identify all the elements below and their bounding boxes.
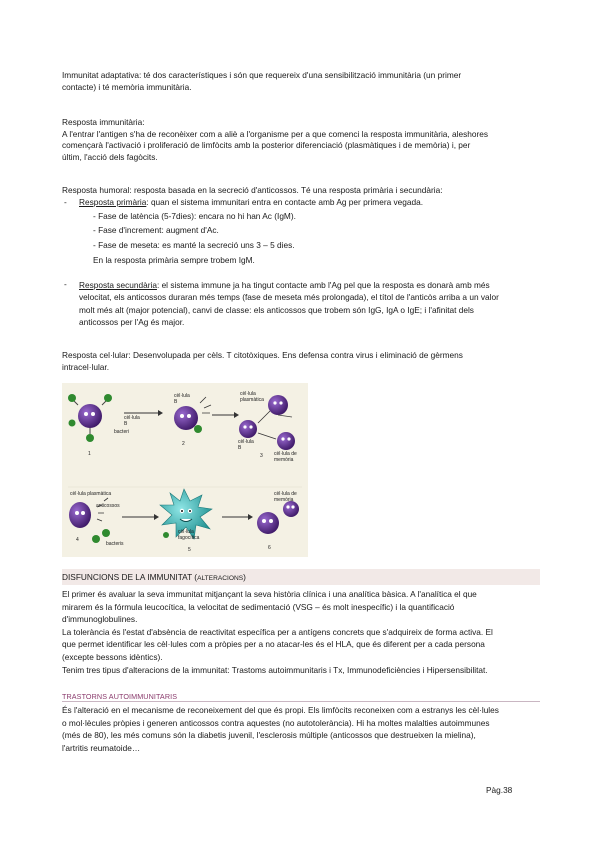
text-line: (excepte bessons idèntics). <box>62 651 163 662</box>
text-line: (més de 80), les més comuns són la diabetis juvenil, l'esclerosis múltiple (anticossos que destrueixen la mielina), <box>62 730 476 741</box>
text-line: El primer és avaluar la seva immunitat mitjançant la seva història clínica i una analítica bàsica. A l'analítica el que <box>62 589 477 599</box>
page-number: Pàg.38 <box>486 785 513 795</box>
paragraph-resposta-cellular <box>62 349 542 374</box>
text-line: molt més alt (major potencial), canvi de classe: els anticossos que trobem són IgG, IgA o IgE; i l'afinitat dels <box>79 304 474 315</box>
text-line: A l'entrar l'antigen s'ha de reconèixer com a aliè a l'organisme per a que comenci la resposta immunitària, aleshores <box>62 128 489 139</box>
paragraph-trastorns <box>62 704 542 754</box>
title-end: ) <box>243 572 246 582</box>
label-cel-memoria2: cèl·lula de memòria <box>274 491 297 503</box>
primaria-label: Resposta primària <box>79 197 147 207</box>
text-line: l'artritis reumatoide… <box>62 742 141 753</box>
label-memoria: cèl·lula de memòria <box>274 451 297 463</box>
label-plasmatica: cèl·lula plasmàtica <box>240 391 264 403</box>
text-line: mirarem és la fórmula leucocítica, la velocitat de sedimentació (VSG – és molt inespecífic) i la quantificació <box>62 601 455 612</box>
text-line: És l'alteració en el mecanisme de reconeixement del que és propi. Els limfòcits reconeixen com a estranys les cèl·lules <box>62 705 499 715</box>
label-3: 3 <box>260 453 263 459</box>
label-6: 6 <box>268 545 271 551</box>
text-line: d'immunoglobulines. <box>62 614 138 625</box>
fase-meseta: - Fase de meseta: es manté la secreció uns 3 – 5 dies. <box>93 240 295 250</box>
section-title-disfuncions <box>62 572 246 585</box>
label-fagocitica: cèl·lula fagocítica <box>178 529 200 541</box>
text-line: anticossos per l'Ag és major. <box>79 317 185 328</box>
label-1: 1 <box>88 451 91 457</box>
label-cel-activada: cèl·lula B <box>174 393 190 405</box>
primaria-line <box>79 197 541 209</box>
panel-6 <box>257 501 299 534</box>
humoral-intro: Resposta humoral: resposta basada en la secreció d'anticossos. Té una resposta primària i secundària: <box>62 185 443 195</box>
label-4: 4 <box>76 537 79 543</box>
trastorns-title-text: TRASTORNS AUTOIMMUNITARIS <box>62 692 178 701</box>
text-line: Immunitat adaptativa: té dos característiques i són que requereix d'una sensibilització immunitària (un primer <box>62 70 462 80</box>
label-celb2: cèl·lula B <box>238 439 254 451</box>
label-cp2: cèl·lula plasmàtica <box>70 491 112 497</box>
text-line: velocitat, els anticossos duraran més temps (fase de meseta més prolongada), el títol de l'anticòs arriba a un valor <box>79 292 499 303</box>
paragraph-adaptativa <box>62 70 542 93</box>
label-2: 2 <box>182 441 185 447</box>
fase-latencia: - Fase de latència (5-7dies): encara no hi han Ac (IgM). <box>93 211 296 221</box>
label-5: 5 <box>188 547 191 553</box>
label-bacteris: bacteris <box>106 541 124 547</box>
text-line: o mol·lècules pròpies i generen anticossos contra aquestes (no autotolerància). Hi ha moltes malalties autoimmunes <box>62 717 490 728</box>
title-smallcaps: ALTERACIONS <box>197 575 244 582</box>
fase-increment: - Fase d'increment: augment d'Ac. <box>93 225 219 235</box>
label-anticossos: anticossos <box>96 503 120 509</box>
text-line: Tenim tres tipus d'alteracions de la immunitat: Trastoms autoimmunitaris i Tx, Immunodeficiències i Hipersensibilitat. <box>62 664 488 675</box>
label-bacteri: bacteri <box>114 429 130 435</box>
secundaria-paragraph <box>79 279 541 329</box>
bullet-dash: - <box>64 279 67 289</box>
text-line: que permet identificar les cèl·lules com a pròpies per a no atacar-les és el HLA, que és diferent per a cada persona <box>62 639 485 650</box>
title-main: DISFUNCIONS DE LA IMMUNITAT ( <box>62 572 198 582</box>
primaria-text: : quan el sistema immunitari entra en contacte amb Ag per primera vegada. <box>146 197 424 207</box>
divider <box>62 701 540 702</box>
text-line: intracel·lular. <box>62 362 110 373</box>
text-line: últim, l'acció dels fagòcits. <box>62 151 158 162</box>
text-line: contacte) i té memòria immunitària. <box>62 81 192 92</box>
label-cel-b: cèl·lula B <box>124 415 140 427</box>
paragraph-disfuncions <box>62 588 542 676</box>
bullet-dash: - <box>64 197 67 207</box>
primaria-igm-note: En la resposta primària sempre trobem IgM. <box>93 255 255 265</box>
section-heading: Resposta immunitària: <box>62 117 145 127</box>
text-line <box>79 279 541 291</box>
arrow-head <box>158 410 163 416</box>
secundaria-label: Resposta secundària <box>79 280 157 290</box>
panel-1 <box>68 394 112 442</box>
text-line: començarà l'activació i proliferació de limfòcits amb la posterior diferenciació (plasmàtiques i de memòria) i, per <box>62 140 471 151</box>
immune-response-figure <box>62 383 308 557</box>
text-line: Resposta cel·lular: Desenvolupada per cèls. T citotòxiques. Ens defensa contra virus i eliminació de gèrmens <box>62 350 463 360</box>
paragraph-resposta-immunitaria <box>62 117 542 163</box>
secundaria-text: : el sistema immune ja ha tingut contacte amb l'Ag pel que la resposta es donarà amb més <box>156 280 490 290</box>
text-line: La tolerància és l'estat d'absència de reactivitat específica per a antígens concrets que s'adquireix de forma activa. El <box>62 626 493 637</box>
